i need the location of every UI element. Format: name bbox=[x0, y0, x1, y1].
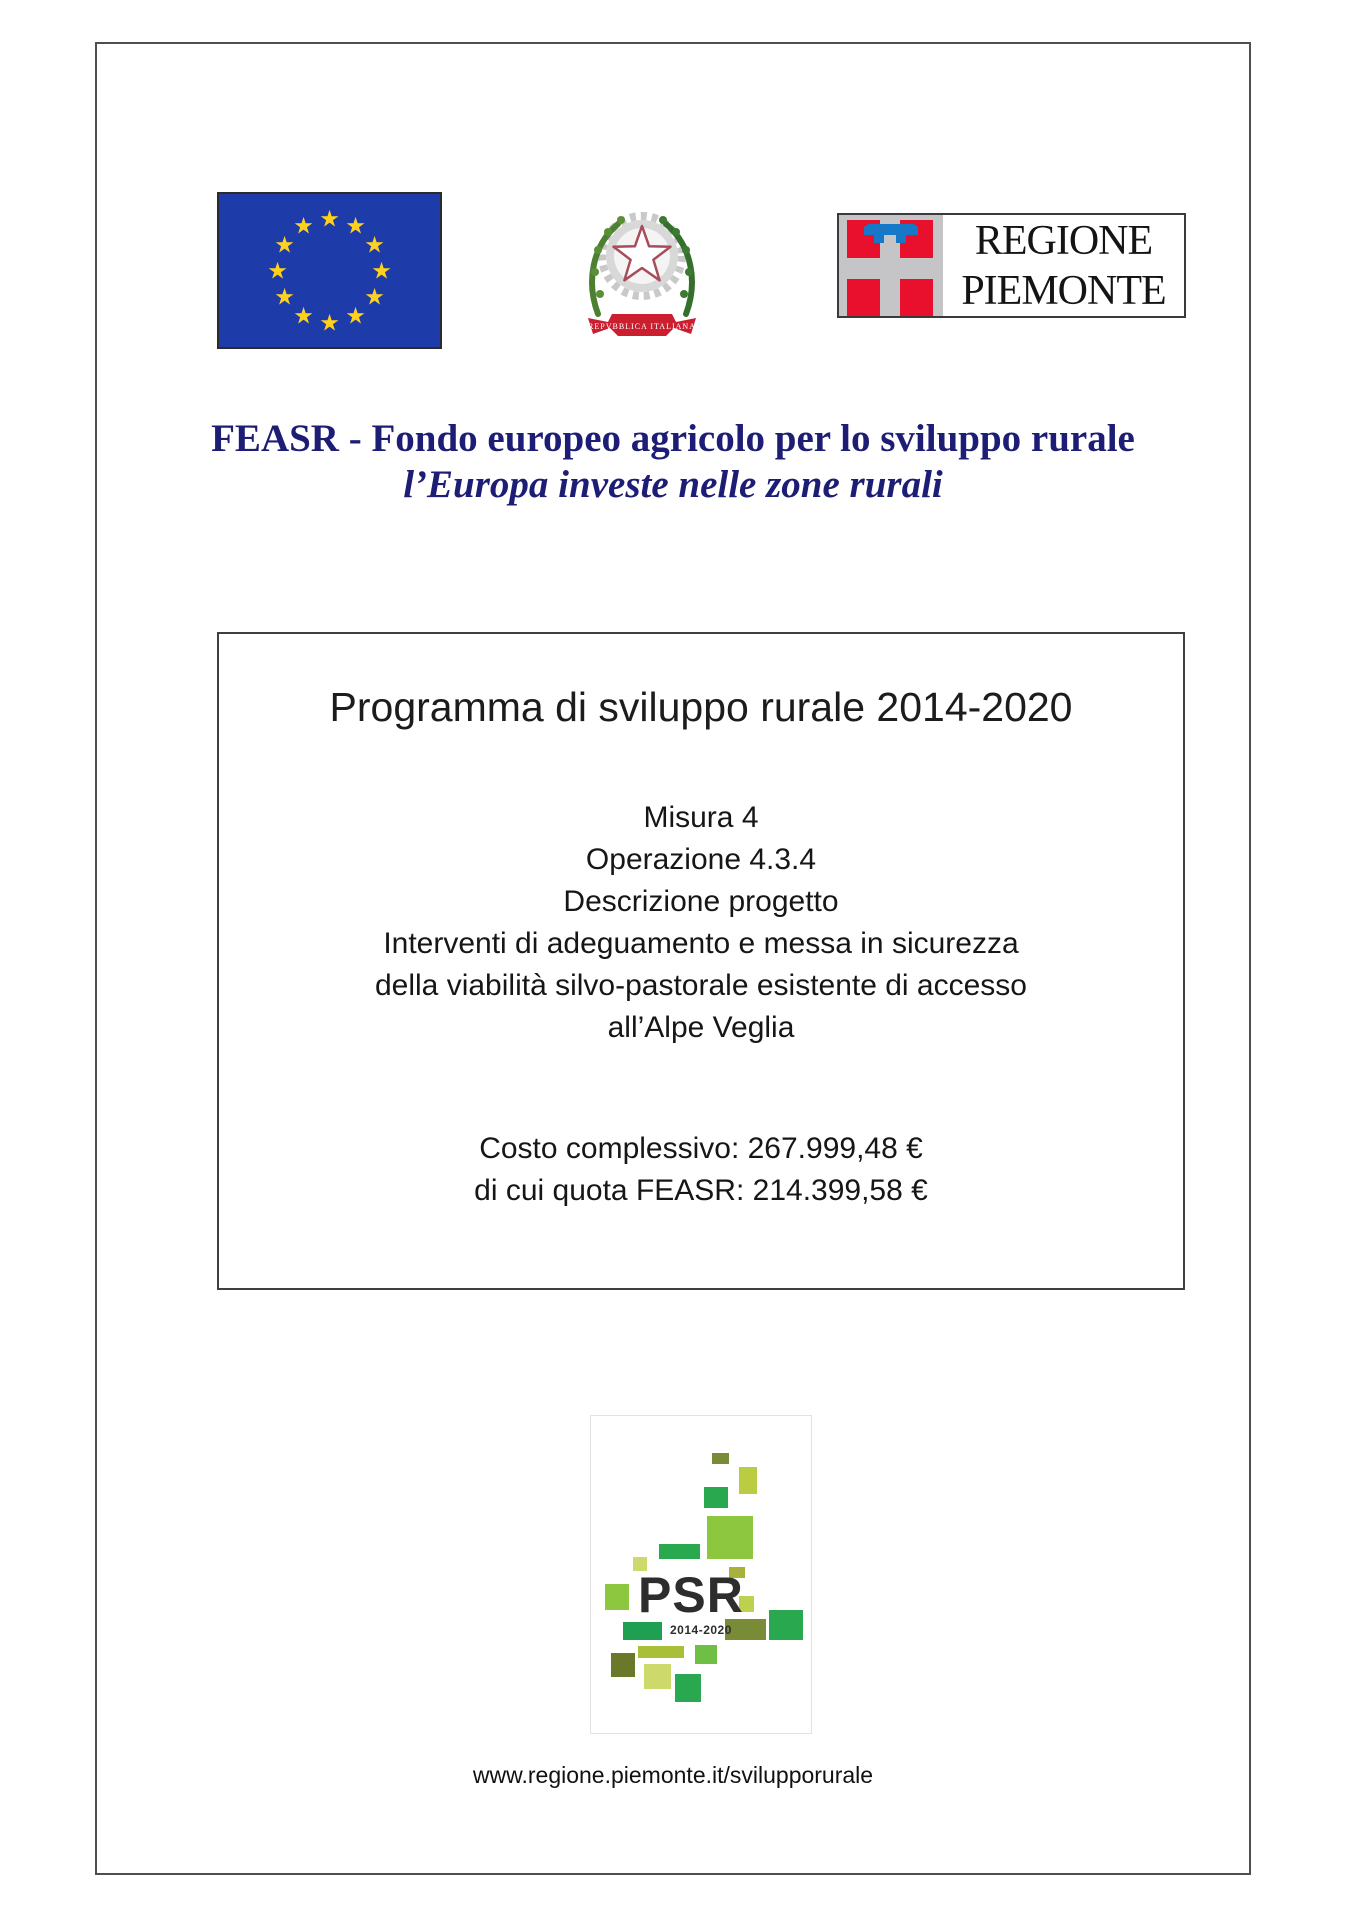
program-line: Operazione 4.3.4 bbox=[585, 843, 817, 876]
program-line: Misura 4 bbox=[643, 801, 759, 834]
feasr-heading bbox=[95, 416, 1251, 508]
footer-url: www.regione.piemonte.it/svilupporurale bbox=[472, 1762, 874, 1788]
feasr-heading-line2: l’Europa investe nelle zone rurali bbox=[403, 463, 943, 506]
program-description-box bbox=[217, 632, 1185, 1290]
svg-text:★: ★ bbox=[345, 303, 366, 330]
svg-text:★: ★ bbox=[274, 284, 295, 311]
piedmont-shield-icon bbox=[839, 215, 943, 316]
eu-flag-icon bbox=[217, 192, 442, 349]
psr-logo-period: 2014-2020 bbox=[670, 1623, 732, 1637]
feasr-heading-line1: FEASR - Fondo europeo agricolo per lo sviluppo rurale bbox=[211, 417, 1135, 460]
svg-text:★: ★ bbox=[364, 284, 385, 311]
program-line: Interventi di adeguamento e messa in sicurezza bbox=[383, 927, 1019, 960]
svg-text:★: ★ bbox=[319, 310, 340, 337]
program-line: della viabilità silvo-pastorale esistente di accesso bbox=[374, 969, 1027, 1002]
rp-line-regione: REGIONE bbox=[974, 217, 1153, 264]
psr-logo-title: PSR bbox=[638, 1567, 744, 1623]
svg-text:★: ★ bbox=[319, 206, 340, 233]
svg-text:★: ★ bbox=[371, 258, 392, 285]
svg-text:★: ★ bbox=[364, 232, 385, 259]
psr-logo bbox=[590, 1415, 812, 1734]
program-line: all’Alpe Veglia bbox=[607, 1011, 795, 1044]
program-details bbox=[219, 797, 1183, 1049]
regione-piemonte-wordmark bbox=[943, 215, 1184, 316]
program-costs bbox=[219, 1128, 1183, 1212]
svg-text:★: ★ bbox=[274, 232, 295, 259]
svg-text:★: ★ bbox=[293, 303, 314, 330]
svg-text:★: ★ bbox=[267, 258, 288, 285]
italy-emblem-icon bbox=[578, 193, 706, 345]
program-title: Programma di sviluppo rurale 2014-2020 bbox=[329, 684, 1073, 730]
regione-piemonte-logo bbox=[837, 213, 1186, 318]
svg-text:★: ★ bbox=[345, 213, 366, 240]
cost-feasr-share: di cui quota FEASR: 214.399,58 € bbox=[474, 1174, 928, 1207]
svg-text:★: ★ bbox=[293, 213, 314, 240]
rp-line-piemonte: PIEMONTE bbox=[961, 267, 1166, 314]
cost-total: Costo complessivo: 267.999,48 € bbox=[479, 1132, 923, 1165]
italy-emblem-banner-text: REPVBBLICA ITALIANA bbox=[588, 322, 696, 331]
program-line: Descrizione progetto bbox=[563, 885, 839, 918]
